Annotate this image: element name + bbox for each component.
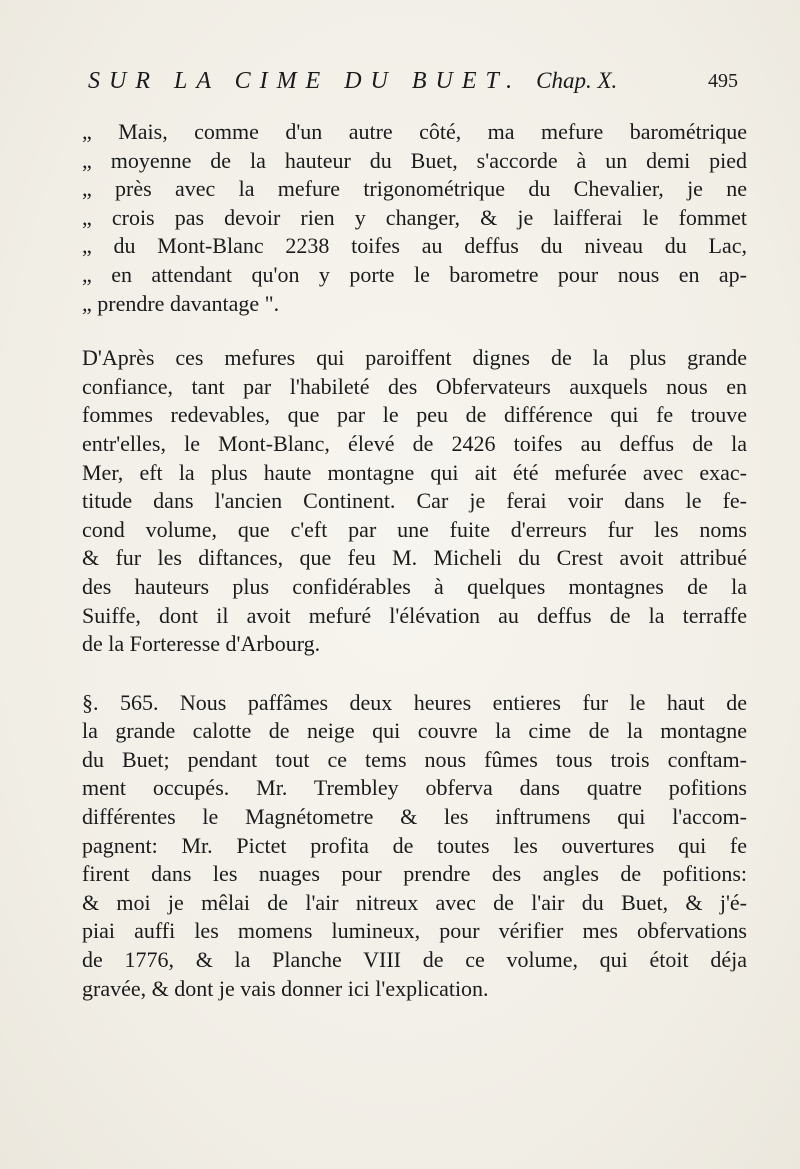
text-line: „ en attendant qu'on y porte le barometre pour nous en ap-	[82, 261, 747, 287]
text-line: différentes le Magnétometre & les inftrumens qui l'accom-	[82, 804, 747, 830]
text-line: entr'elles, le Mont-Blanc, élevé de 2426 toifes au deffus de la	[82, 430, 747, 456]
text-line: de la Forteresse d'Arbourg.	[82, 631, 321, 657]
text-line: Suiffe, dont il avoit mefuré l'élévation au deffus de la terraffe	[82, 602, 747, 628]
text-line: D'Après ces mefures qui paroiffent dignes de la plus grande	[82, 345, 747, 371]
text-line: gravée, & dont je vais donner ici l'explication.	[82, 975, 489, 1001]
text-line: „ Mais, comme d'un autre côté, ma mefure barométrique	[82, 119, 747, 144]
running-title: SUR LA CIME DU BUET.	[88, 68, 522, 94]
text-line: la grande calotte de neige qui couvre la cime de la montagne	[82, 718, 747, 744]
text-line: du Buet; pendant tout ce tems nous fûmes tous trois conftam-	[82, 746, 747, 772]
chapter-label: Chap. X.	[536, 68, 618, 93]
text-line: & moi je mêlai de l'air nitreux avec de l'air du Buet, & j'é-	[82, 889, 747, 915]
text-line: de 1776, & la Planche VIII de ce volume, qui étoit déja	[82, 947, 747, 973]
paragraph-gap	[82, 659, 747, 689]
text-line: „ crois pas devoir rien y changer, & je laifferai le fommet	[82, 204, 747, 230]
text-line: §. 565. Nous paffâmes deux heures entieres fur le haut de	[82, 689, 747, 715]
paragraph-apres	[82, 344, 747, 659]
text-line: confiance, tant par l'habileté des Obfervateurs auxquels nous en	[82, 373, 747, 399]
text-line: „ prendre davantage ".	[82, 290, 280, 316]
text-line: piai auffi les momens lumineux, pour vérifier mes obfervations	[82, 918, 747, 944]
text-line: „ moyenne de la hauteur du Buet, s'accorde à un demi pied	[82, 147, 747, 173]
text-line: pagnent: Mr. Pictet profita de toutes les ouvertures qui fe	[82, 832, 747, 858]
paragraph-quote	[82, 118, 747, 318]
running-header	[88, 68, 738, 102]
paragraph-gap	[82, 318, 747, 344]
text-line: „ près avec la mefure trigonométrique du Chevalier, je ne	[82, 176, 747, 202]
text-line: firent dans les nuages pour prendre des angles de pofitions:	[82, 861, 747, 887]
body-text	[82, 118, 747, 1003]
paragraph-565	[82, 689, 747, 1004]
text-line: ment occupés. Mr. Trembley obferva dans quatre pofitions	[82, 775, 747, 801]
text-line: Mer, eft la plus haute montagne qui ait été mefurée avec exac-	[82, 459, 747, 485]
text-line: fommes redevables, que par le peu de différence qui fe trouve	[82, 402, 747, 428]
text-line: „ du Mont-Blanc 2238 toifes au deffus du niveau du Lac,	[82, 233, 747, 259]
text-line: titude dans l'ancien Continent. Car je ferai voir dans le fe-	[82, 488, 747, 514]
text-line: cond volume, que c'eft par une fuite d'erreurs fur les noms	[82, 516, 747, 542]
text-line: des hauteurs plus confidérables à quelques montagnes de la	[82, 573, 747, 599]
page-number: 495	[708, 70, 738, 92]
text-line: & fur les diftances, que feu M. Micheli du Crest avoit attribué	[82, 545, 747, 571]
